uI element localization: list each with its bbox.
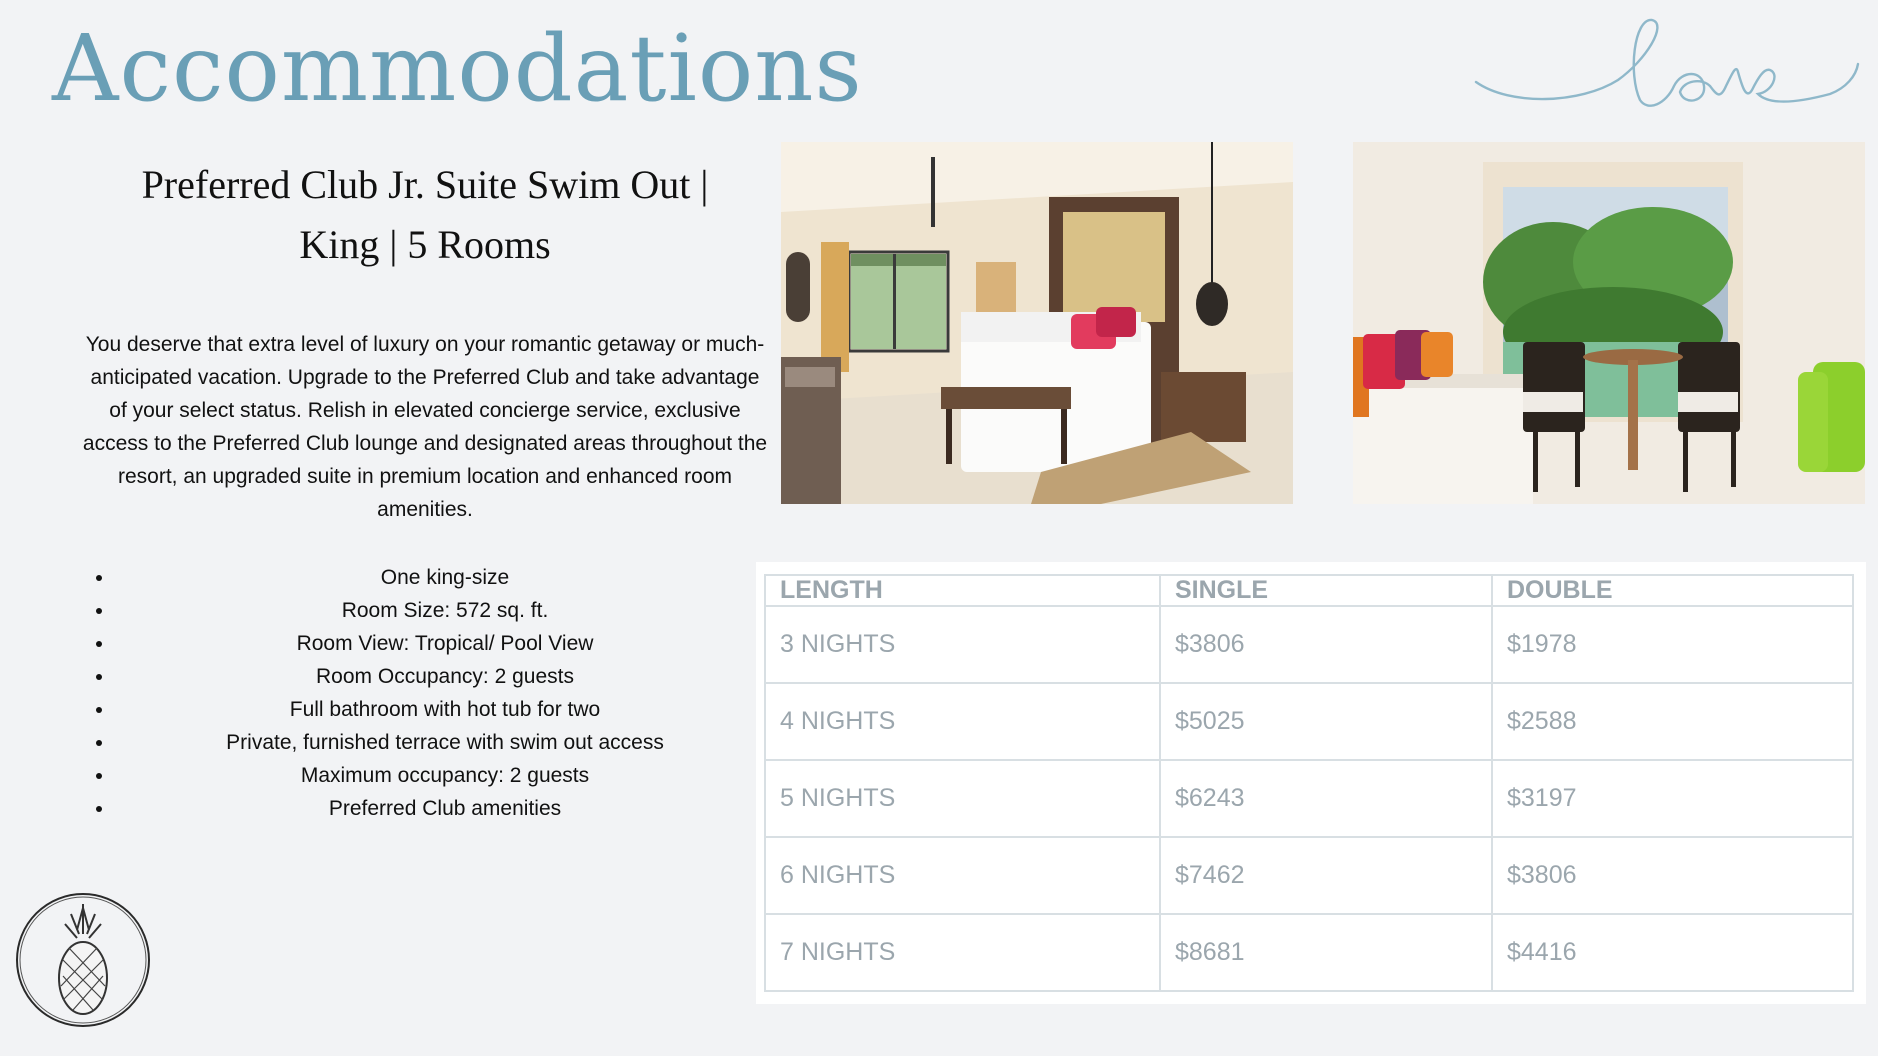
table-row (765, 760, 1853, 837)
feature-item: • One king-size (115, 561, 915, 594)
table-row (765, 837, 1853, 914)
cell-double: $2588 (1492, 683, 1853, 760)
feature-item: • Preferred Club amenities (115, 792, 915, 825)
table-row (765, 606, 1853, 683)
suite-description: You deserve that extra level of luxury on your romantic getaway or much-anticipated vacation. Upgrade to the Preferred Club and take advantage of your select status. Relish in elevated concierge service, exclusive access to the Preferred Club lounge and designated areas throughout the resort, an upgraded suite in premium location and enhanced room amenities. (82, 333, 768, 521)
page-heading: Accommodations (52, 15, 863, 122)
cell-length: 6 NIGHTS (765, 837, 1160, 914)
feature-item: • Room Occupancy: 2 guests (115, 660, 915, 693)
column-header-single: SINGLE (1160, 575, 1492, 606)
feature-item: • Maximum occupancy: 2 guests (115, 759, 915, 792)
suite-title-line2: King | 5 Rooms (299, 222, 551, 267)
cell-single: $6243 (1160, 760, 1492, 837)
rates-table (764, 574, 1854, 992)
table-header-row (765, 575, 1853, 606)
column-header-double: DOUBLE (1492, 575, 1853, 606)
cell-single: $7462 (1160, 837, 1492, 914)
bedroom-photo (781, 142, 1293, 504)
terrace-photo (1353, 142, 1865, 504)
cell-single: $3806 (1160, 606, 1492, 683)
table-row (765, 914, 1853, 991)
cell-single: $5025 (1160, 683, 1492, 760)
cell-single: $8681 (1160, 914, 1492, 991)
feature-item: • Room Size: 572 sq. ft. (115, 594, 915, 627)
cell-double: $3806 (1492, 837, 1853, 914)
pineapple-icon (13, 890, 153, 1030)
column-header-length: LENGTH (765, 575, 1160, 606)
cell-length: 7 NIGHTS (765, 914, 1160, 991)
cell-double: $4416 (1492, 914, 1853, 991)
suite-title-line1: Preferred Club Jr. Suite Swim Out | (141, 162, 709, 207)
feature-item: • Full bathroom with hot tub for two (115, 693, 915, 726)
cell-length: 3 NIGHTS (765, 606, 1160, 683)
cell-length: 5 NIGHTS (765, 760, 1160, 837)
feature-item: • Room View: Tropical/ Pool View (115, 627, 915, 660)
rates-card (756, 562, 1866, 1004)
cell-double: $1978 (1492, 606, 1853, 683)
table-row (765, 683, 1853, 760)
love-script-decoration (1470, 14, 1860, 114)
suite-title (70, 155, 780, 275)
feature-item: • Private, furnished terrace with swim out access (115, 726, 915, 759)
cell-double: $3197 (1492, 760, 1853, 837)
cell-length: 4 NIGHTS (765, 683, 1160, 760)
